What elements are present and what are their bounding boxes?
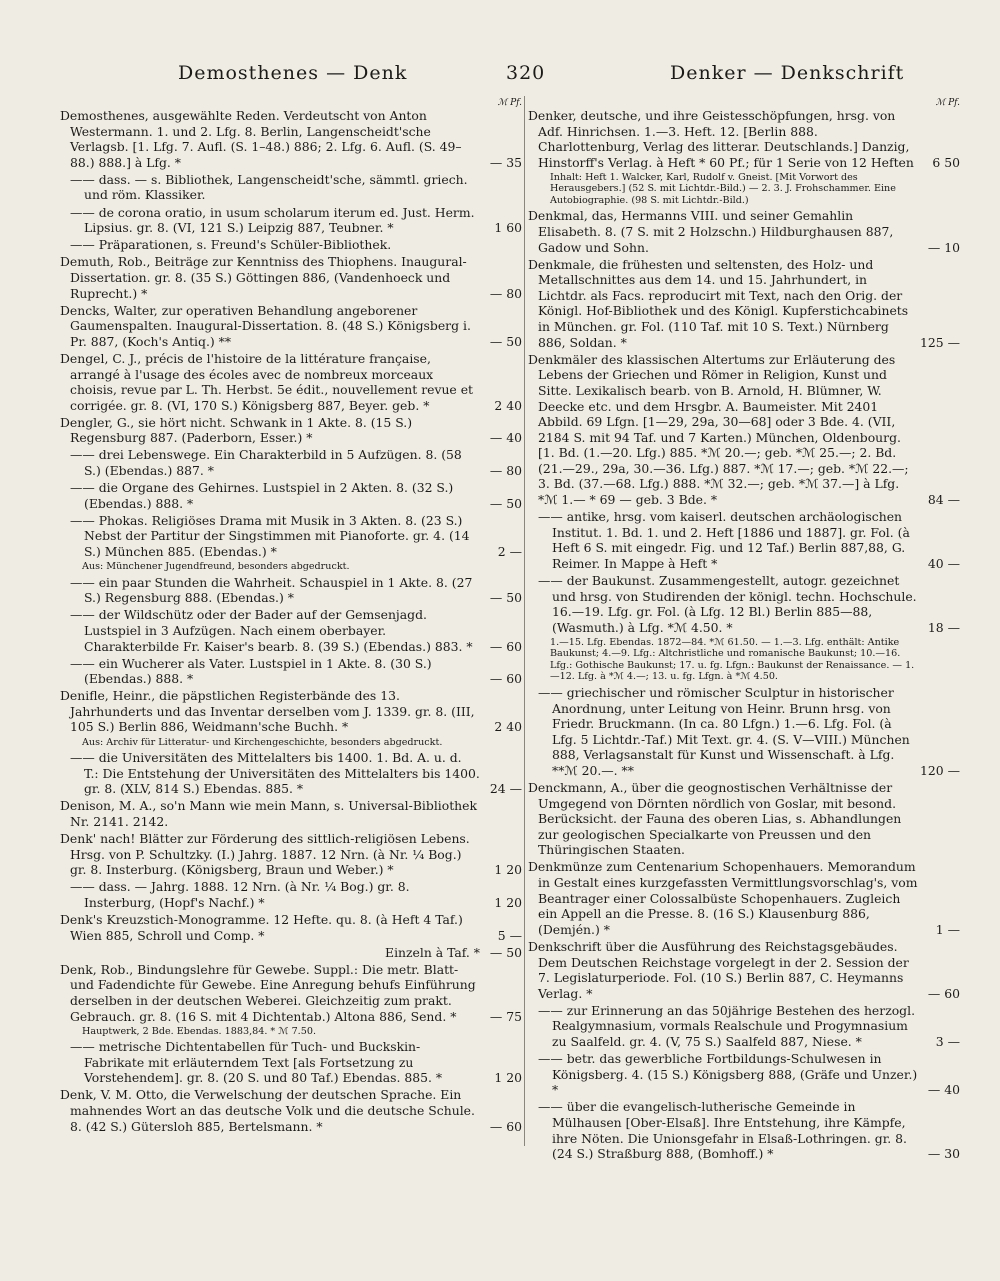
currency-column-head: ℳ Pf. (497, 98, 522, 108)
bibliography-entry (528, 352, 960, 508)
entry-text: Hauptwerk, 2 Bde. Ebendas. 1883,84. * ℳ 7.50. (82, 1025, 316, 1037)
entry-price: 2 — (497, 544, 522, 560)
bibliography-entry (60, 237, 522, 253)
entry-text: Denkmal, das, Hermanns VIII. und seiner Gemahlin Elisabeth. 8. (7 S. mit 2 Holzschn.) Hildburghausen 887, Gadow und Sohn. (528, 208, 894, 255)
bibliography-entry (60, 575, 522, 606)
entry-text: —— ein paar Stunden die Wahrheit. Schauspiel in 1 Akte. 8. (27 S.) Regensburg 888. (Ebendas.) * (70, 574, 473, 606)
entry-text: Denkmäler des klassischen Altertums zur Erläuterung des Lebens der Griechen und Römer in Religion, Kunst und Sitte. Lexikalisch bearb. von B. Arnold, H. Blümner, W. Deecke etc. und dem Hrsgbr. A. Baumeister. Mit 2401 Abbild. 69 Lfgn. [1—29, 29a, 30—68] oder 3 Bde. 4. (VII, 2184 S. mit 94 Taf. und 7 Karten.) München, Oldenbourg. [1. Bd. (1.—20. Lfg.) 885. *ℳ 20.—; geb. *ℳ 25.—; 2. Bd. (21.—29., 29a, 30.—36. Lfg.) 887. *ℳ 17.—; geb. *ℳ 22.—; 3. Bd. (37.—68. Lfg.) 888. *ℳ 32.—; geb. *ℳ 37.—] à Lfg. *ℳ 1.— * 69 — geb. 3 Bde. * (528, 351, 909, 508)
right-column (528, 98, 960, 1163)
entry-price: — 35 (489, 154, 522, 170)
bibliography-entry (60, 108, 522, 170)
bibliography-entry (60, 480, 522, 511)
entry-text: Denifle, Heinr., die päpstlichen Registerbände des 13. Jahrhunderts und das Inventar derselben vom J. 1339. gr. 8. (III, 105 S.) Berlin 886, Weidmann'sche Buchh. * (60, 688, 475, 735)
entry-text: Aus: Archiv für Litteratur- und Kirchengeschichte, besonders abgedruckt. (82, 736, 443, 748)
bibliography-entry (60, 656, 522, 687)
bibliography-entry (60, 415, 522, 446)
running-head-left: Demosthenes — Denk (178, 62, 408, 84)
bibliography-entry (528, 685, 960, 779)
bibliography-entry (60, 351, 522, 413)
entry-text: Denk' nach! Blätter zur Förderung des sittlich-religiösen Lebens. Hrsg. von P. Schultzky. (I.) Jahrg. 1887. 12 Nrn. (à Nr. ¼ Bog.) gr. 8. Insterburg. (Königsberg, Braun und Weber.) * (60, 831, 470, 878)
bibliography-entry (60, 798, 522, 829)
left-column (60, 98, 522, 1136)
bibliography-entry (60, 172, 522, 203)
bibliography-entry (60, 607, 522, 654)
entry-price: 1 20 (494, 894, 522, 910)
entry-price: — 80 (489, 463, 522, 479)
entry-price: — 50 (489, 944, 522, 960)
bibliography-entry (60, 1087, 522, 1134)
bibliography-entry (528, 573, 960, 635)
entry-text: Denk, V. M. Otto, die Verwelschung der deutschen Sprache. Ein mahnendes Wort an das deutsche Volk und die deutsche Schule. 8. (42 S.) Gütersloh 885, Bertelsmann. * (60, 1087, 475, 1134)
entry-price: 1 60 (494, 220, 522, 236)
entry-price: — 80 (489, 285, 522, 301)
entry-text: Inhalt: Heft 1. Walcker, Karl, Rudolf v. Gneist. [Mit Vorwort des Herausgebers.] (52 S. mit Lichtdr.-Bild.) — 2. 3. J. Frohschammer. Eine Autobiographie. (98 S. mit Lichtdr.-Bild.) (550, 171, 896, 206)
entry-price: 125 — (920, 334, 960, 350)
bibliography-entry (528, 1051, 960, 1098)
running-head-right: Denker — Denkschrift (670, 62, 905, 84)
entry-text: Dengler, G., sie hört nicht. Schwank in 1 Akte. 8. (15 S.) Regensburg 887. (Paderborn, Esser.) * (60, 414, 413, 446)
entry-price: — 75 (489, 1008, 522, 1024)
entry-text: —— Phokas. Religiöses Drama mit Musik in 3 Akten. 8. (23 S.) Nebst der Partitur der Singstimmen mit Pianoforte. gr. 4. (14 S.) München 885. (Ebendas.) * (70, 512, 470, 560)
entry-text: Dencks, Walter, zur operativen Behandlung angeborener Gaumenspalten. Inaugural-Dissertation. 8. (48 S.) Königsberg i. Pr. 887, (Koch's Antiq.) ** (60, 302, 471, 349)
entry-price: 1 20 (494, 862, 522, 878)
bibliography-entry (528, 509, 960, 571)
entry-price: 1 20 (494, 1070, 522, 1086)
currency-column-head: ℳ Pf. (935, 98, 960, 108)
entry-price: — 30 (927, 1146, 960, 1162)
entry-text: —— zur Erinnerung an das 50jährige Bestehen des herzogl. Realgymnasium, vormals Realschule und Progymnasium zu Saalfeld. gr. 4. (V, 75 S.) Saalfeld 887, Niese. * (538, 1002, 916, 1049)
entry-price: 5 — (497, 927, 522, 943)
entry-text: —— metrische Dichtentabellen für Tuch- und Buckskin-Fabrikate mit erläuterndem Text [als Fortsetzung zu Vorstehendem]. gr. 8. (20 S. und 80 Taf.) Ebendas. 885. * (70, 1039, 443, 1086)
bibliography-entry (60, 962, 522, 1024)
entry-price: 24 — (489, 781, 522, 797)
entry-text: Dengel, C. J., précis de l'histoire de la littérature française, arrangé à l'usage des écoles avec de nombreux morceaux choisis, revue par L. Th. Herbst. 5e édit., nouvellement revue et corrigée. gr. 8. (VI, 170 S.) Königsberg 887, Beyer. geb. * (60, 350, 474, 413)
bibliography-note (60, 561, 522, 573)
entry-price: — 60 (489, 671, 522, 687)
bibliography-entry (528, 257, 960, 351)
entry-text: —— antike, hrsg. vom kaiserl. deutschen archäologischen Institut. 1. Bd. 1. und 2. Heft [1886 und 1887]. gr. Fol. (à Heft 6 S. mit eingedr. Fig. und 12 Taf.) Berlin 887,88, G. Reimer. In Mappe à Heft * (538, 509, 910, 571)
entry-text: Denk, Rob., Bindungslehre für Gewebe. Suppl.: Die metr. Blatt- und Fadendichte für Gewebe. Eine Anregung behufs Einführung derselben in der deutschen Weberei. Gleichzeitig zum prakt. Gebrauch. gr. 8. (16 S. mit 4 Dichtentab.) Altona 886, Send. * (60, 961, 476, 1024)
entry-text: —— drei Lebenswege. Ein Charakterbild in 5 Aufzügen. 8. (58 S.) (Ebendas.) 887. * (70, 447, 462, 479)
entry-price: — 60 (489, 1118, 522, 1134)
entry-text: —— griechischer und römischer Sculptur in historischer Anordnung, unter Leitung von Heinr. Brunn hrsg. von Friedr. Bruckmann. (In ca. 80 Lfgn.) 1.—6. Lfg. Fol. (à Lfg. 5 Lichtdr.-Taf.) Mit Text. gr. 4. (S. V—VIII.) München 888, Verlagsanstalt für Kunst und Wissenschaft. à Lfg. **ℳ 20.—. ** (538, 684, 910, 778)
entry-price: 120 — (920, 762, 960, 778)
entry-price: — 50 (489, 590, 522, 606)
entry-text: —— der Wildschütz oder der Bader auf der Gemsenjagd. Lustspiel in 3 Aufzügen. Nach einem oberbayer. Charakterbilde Fr. Kaiser's bearb. 8. (39 S.) (Ebendas.) 883. * (70, 607, 473, 654)
bibliography-entry (528, 1003, 960, 1050)
entry-text: Denison, M. A., so'n Mann wie mein Mann, s. Universal-Bibliothek Nr. 2141. 2142. (60, 798, 478, 829)
bibliography-entry (528, 108, 960, 170)
entry-text: Denckmann, A., über die geognostischen Verhältnisse der Umgegend von Dörnten nördlich von Goslar, mit besond. Berücksicht. der Fauna des oberen Lias, s. Abhandlungen zur geologischen Specialkarte von Preussen und den Thüringischen Staaten. (528, 779, 902, 858)
entry-price: — 40 (927, 1082, 960, 1098)
entry-text: —— ein Wucherer als Vater. Lustspiel in 1 Akte. 8. (30 S.) (Ebendas.) 888. * (70, 655, 432, 687)
entry-price: — 60 (927, 985, 960, 1001)
column-divider (524, 96, 525, 1146)
entry-text: Einzeln à Taf. * (385, 944, 480, 960)
entry-text: —— der Baukunst. Zusammengestellt, autogr. gezeichnet und hrsg. von Studirenden der königl. techn. Hochschule. 16.—19. Lfg. gr. Fol. (à Lfg. 12 Bl.) Berlin 885—88, (Wasmuth.) à Lfg. *ℳ 4.50. * (538, 573, 917, 635)
entry-text: —— die Organe des Gehirnes. Lustspiel in 2 Akten. 8. (32 S.) (Ebendas.) 888. * (70, 480, 454, 511)
entry-text: Aus: Münchener Jugendfreund, besonders abgedruckt. (82, 561, 350, 573)
entry-price: — 40 (489, 430, 522, 446)
entry-price: 3 — (935, 1033, 960, 1049)
entry-price: — 10 (927, 239, 960, 255)
entry-text: Denker, deutsche, und ihre Geistesschöpfungen, hrsg. von Adf. Hinrichsen. 1.—3. Heft. 12. [Berlin 888. Charlottenburg, Verlag des litterar. Deutschlands.] Danzig, Hinstorff's Verlag. à Heft * 60 Pf.; für 1 Serie von 12 Heften (528, 108, 914, 170)
bibliography-entry (60, 750, 522, 797)
entry-price: 1 — (935, 921, 960, 937)
entry-text: 1.—15. Lfg. Ebendas. 1872—84. *ℳ 61.50. — 1.—3. Lfg. enthält: Antike Baukunst; 4.—9. Lfg.: Altchristliche und romanische Baukunst; 10.—16. Lfg.: Gothische Baukunst; 17. u. fg. Lfgn.: Baukunst der Renaissance. — 1.—12. Lfg. à *ℳ 4.—; 13. u. fg. Lfgn. à *ℳ 4.50. (550, 636, 915, 683)
entry-text: Demuth, Rob., Beiträge zur Kenntniss des Thiophens. Inaugural-Dissertation. gr. 8. (35 S.) Göttingen 886, (Vandenhoeck und Ruprecht.) * (60, 254, 467, 301)
entry-text: —— betr. das gewerbliche Fortbildungs-Schulwesen in Königsberg. 4. (15 S.) Königsberg 888, (Gräfe und Unzer.) * (538, 1051, 918, 1098)
bibliography-entry (528, 780, 960, 858)
entry-text: Denk's Kreuzstich-Monogramme. 12 Hefte. qu. 8. (à Heft 4 Taf.) Wien 885, Schroll und Comp. * (60, 912, 463, 943)
entry-price: 2 40 (494, 719, 522, 735)
bibliography-entry (60, 945, 522, 961)
entry-price: 18 — (927, 619, 960, 635)
bibliography-note (60, 1026, 522, 1038)
bibliography-entry (60, 513, 522, 560)
entry-text: Denkmale, die frühesten und seltensten, des Holz- und Metallschnittes aus dem 14. und 15. Jahrhundert, in Lichtdr. als Facs. reproducirt mit Text, nach den Orig. der Königl. Hof-Bibliothek und des Königl. Kupferstichcabinets in München. gr. Fol. (110 Taf. mit 10 S. Text.) Nürnberg 886, Soldan. * (528, 256, 909, 350)
bibliography-entry (60, 447, 522, 478)
entry-text: —— de corona oratio, in usum scholarum iterum ed. Just. Herm. Lipsius. gr. 8. (VI, 121 S.) Leipzig 887, Teubner. * (70, 204, 475, 236)
entry-price: 6 50 (932, 154, 960, 170)
entry-text: —— dass. — Jahrg. 1888. 12 Nrn. (à Nr. ¼ Bog.) gr. 8. Insterburg, (Hopf's Nachf.) * (70, 879, 410, 910)
entry-text: —— über die evangelisch-lutherische Gemeinde in Mülhausen [Ober-Elsaß]. Ihre Entstehung, ihre Kämpfe, ihre Nöten. Die Unionsgefahr in Elsaß-Lothringen. gr. 8. (24 S.) Straßburg 888, (Bomhoff.) * (538, 1099, 907, 1162)
bibliography-entry (60, 205, 522, 236)
entry-text: —— die Universitäten des Mittelalters bis 1400. 1. Bd. A. u. d. T.: Die Entstehung der Universitäten des Mittelalters bis 1400. gr. 8. (XLV, 814 S.) Ebendas. 885. * (70, 750, 480, 797)
page-number: 320 (506, 62, 546, 84)
entry-text: Demosthenes, ausgewählte Reden. Verdeutscht von Anton Westermann. 1. und 2. Lfg. 8. Berlin, Langenscheidt'sche Verlagsb. [1. Lfg. 7. Aufl. (S. 1–48.) 886; 2. Lfg. 6. Aufl. (S. 49–88.) 888.] à Lfg. * (60, 108, 462, 170)
bibliography-entry (528, 859, 960, 937)
entry-text: —— Präparationen, s. Freund's Schüler-Bibliothek. (70, 237, 392, 253)
bibliography-entry (528, 939, 960, 1001)
bibliography-note (60, 737, 522, 749)
bibliography-entry (60, 879, 522, 910)
bibliography-note (528, 637, 960, 683)
bibliography-entry (528, 1099, 960, 1161)
entry-price: — 60 (489, 638, 522, 654)
entry-text: Denkschrift über die Ausführung des Reichstagsgebäudes. Dem Deutschen Reichstage vorgelegt in der 2. Session der 7. Legislaturperiode. Fol. (10 S.) Berlin 887, C. Heymanns Verlag. * (528, 938, 909, 1001)
entry-text: —— dass. — s. Bibliothek, Langenscheidt'sche, sämmtl. griech. und röm. Klassiker. (70, 171, 468, 203)
entry-price: — 50 (489, 495, 522, 511)
bibliography-entry (60, 303, 522, 350)
bibliography-entry (60, 688, 522, 735)
bibliography-entry (60, 1039, 522, 1086)
entry-price: 2 40 (494, 397, 522, 413)
bibliography-entry (60, 912, 522, 943)
bibliography-entry (60, 831, 522, 878)
bibliography-entry (60, 254, 522, 301)
entry-text: Denkmünze zum Centenarium Schopenhauers. Memorandum in Gestalt eines kurzgefassten Vermittlungsvorschlag's, vom Beantrager einer Colossalbüste Schopenhauers. Zugleich ein Appell an die Presse. 8. (16 S.) Klausenburg 886, (Demjén.) * (528, 859, 918, 937)
entry-price: — 50 (489, 333, 522, 349)
bibliography-entry (528, 208, 960, 255)
bibliography-note (528, 172, 960, 207)
entry-price: 40 — (927, 555, 960, 571)
entry-price: 84 — (927, 492, 960, 508)
